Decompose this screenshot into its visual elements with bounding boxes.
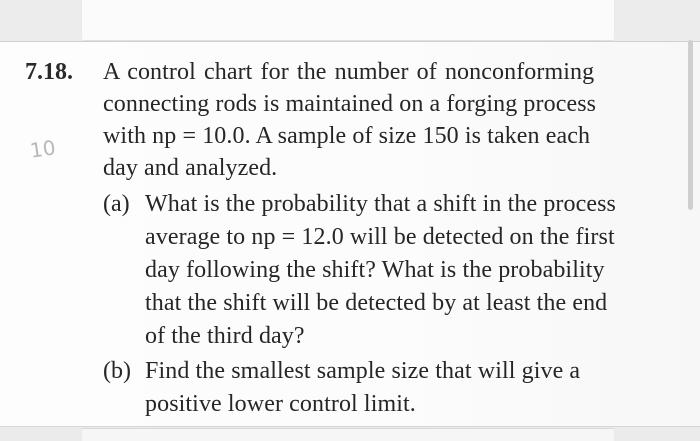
part-a-label: (a) bbox=[103, 191, 130, 217]
scrollbar-thumb[interactable] bbox=[688, 40, 693, 210]
part-b-line: positive lower control limit. bbox=[145, 391, 416, 417]
part-a-line: that the shift will be detected by at least the end bbox=[145, 290, 608, 316]
stem-line: day and analyzed. bbox=[103, 155, 278, 181]
part-a-line: of the third day? bbox=[145, 323, 305, 349]
part-a-line: average to np = 12.0 will be detected on the first bbox=[145, 224, 615, 250]
stem-line: A control chart for the number of nonconforming bbox=[103, 59, 595, 85]
stem-line: connecting rods is maintained on a forging process bbox=[103, 91, 597, 117]
part-a-line: day following the shift? What is the probability bbox=[145, 257, 605, 283]
next-page-edge bbox=[82, 428, 614, 441]
part-b-label: (b) bbox=[103, 358, 131, 384]
part-b-line: Find the smallest sample size that will give a bbox=[145, 358, 581, 384]
problem-number: 7.18. bbox=[25, 59, 73, 85]
part-a-line: What is the probability that a shift in the process bbox=[145, 191, 616, 217]
handwritten-margin-note: 10 bbox=[28, 135, 57, 163]
stem-line: with np = 10.0. A sample of size 150 is taken each bbox=[103, 123, 591, 149]
previous-page-edge bbox=[82, 0, 614, 40]
